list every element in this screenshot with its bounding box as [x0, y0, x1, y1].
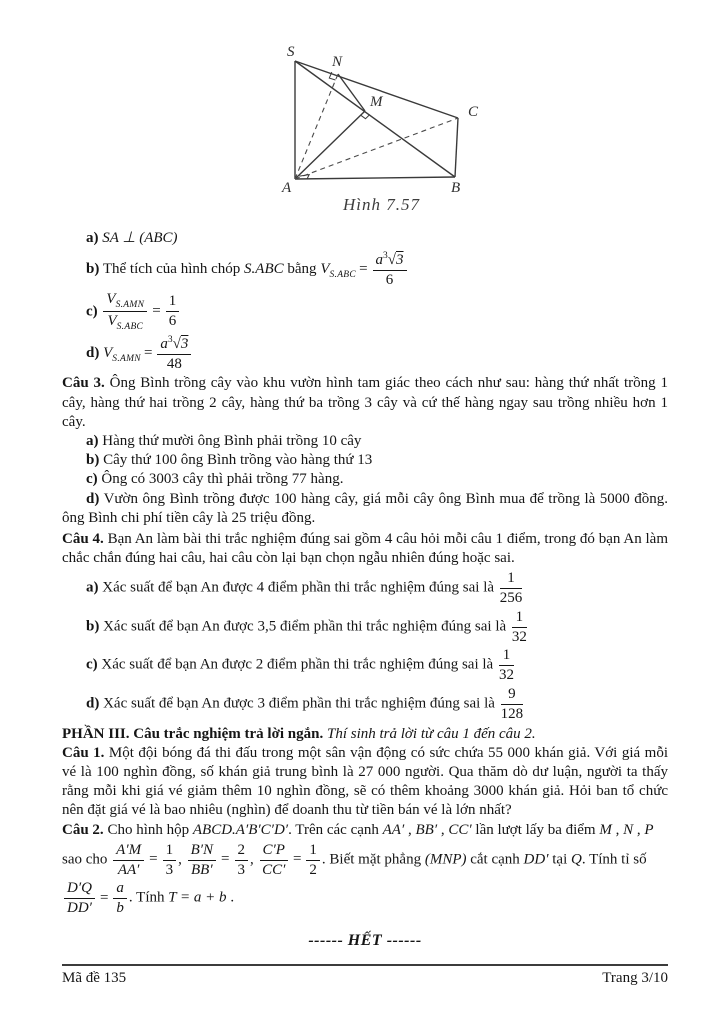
statement-4c-label: c): [86, 657, 98, 674]
statement-3d: [62, 490, 668, 528]
text-run: Cho hình hộp: [103, 821, 193, 838]
section-3-subtitle: Thí sinh trả lời từ câu 1 đến câu 2.: [326, 725, 536, 742]
ratio-am-aa: [113, 842, 144, 879]
statement-3c-text: Ông có 3003 cây thì phải trồng 77 hàng.: [101, 471, 344, 488]
radicand-3: 3: [180, 335, 189, 352]
edge-dd: DD′: [523, 851, 549, 868]
exam-code: Mã đề 135: [62, 970, 127, 986]
exponent-3: 3: [167, 334, 173, 345]
point-m: M: [599, 821, 612, 838]
equals-sign: =: [143, 345, 153, 362]
question-3: [62, 374, 668, 432]
fraction-denominator: DD′: [67, 900, 92, 917]
edge-bb: BB′: [415, 821, 438, 838]
fraction-numerator: B′N: [188, 842, 216, 861]
fraction-numerator: 1: [306, 842, 320, 861]
separator: ,: [437, 821, 449, 838]
fraction-numerator: 2: [235, 842, 249, 861]
equals-sign: =: [292, 851, 302, 868]
fraction-denominator: 3: [237, 861, 245, 878]
probability-fraction: [499, 647, 514, 684]
statement-3a: [62, 432, 668, 451]
statement-2b-text2: bằng: [283, 261, 321, 278]
value-one-third: [163, 842, 177, 879]
separator: ,: [178, 851, 186, 868]
fraction-denominator: BB′: [191, 861, 213, 878]
vertex-label-s: S: [287, 44, 295, 60]
fraction-denominator: 32: [498, 667, 514, 684]
volume-subscript: S.ABC: [329, 270, 357, 281]
volume-symbol: V: [106, 290, 116, 307]
fraction-denominator: b: [116, 900, 124, 917]
fraction-denominator: 48: [166, 355, 182, 372]
statement-3a-label: a): [86, 432, 99, 449]
end-marker: ------ HẾT ------: [308, 931, 422, 949]
question-p3-2-line2: [62, 842, 668, 879]
statement-4a-label: a): [86, 579, 99, 596]
statement-3b-label: b): [86, 452, 100, 469]
fraction-numerator: C′P: [260, 842, 288, 861]
question-4-title: Câu 4.: [62, 530, 104, 547]
question-p3-2-title: Câu 2.: [62, 821, 104, 838]
fraction-numerator: A′M: [113, 842, 144, 861]
page-number: Trang 3/10: [602, 970, 668, 986]
fraction-denominator: AA′: [117, 861, 140, 878]
volume-symbol: V: [320, 261, 330, 278]
statement-4d: [62, 686, 668, 723]
volume-subscript: S.ABC: [116, 322, 144, 333]
expression-t: T = a + b: [168, 890, 227, 907]
fraction-denominator: 2: [309, 861, 317, 878]
box-name: ABCD.A′B′C′D′: [192, 821, 289, 838]
fraction-numerator: 1: [499, 647, 514, 666]
text-run: tại: [548, 851, 571, 868]
fraction-numerator: 1: [163, 842, 177, 861]
separator: ,: [611, 821, 624, 838]
statement-2a-math: SA ⊥ (ABC): [102, 229, 178, 246]
fraction-denominator: 256: [499, 590, 523, 607]
question-3-title: Câu 3.: [62, 375, 105, 392]
ratio-cp-cc: [260, 842, 288, 879]
ratio-bn-bb: [188, 842, 216, 879]
statement-4b-label: b): [86, 618, 100, 635]
statement-2b: [62, 251, 668, 289]
statement-3c: [62, 470, 668, 489]
statement-2d: [62, 335, 668, 373]
statement-3c-label: c): [86, 471, 98, 488]
point-n: N: [623, 821, 634, 838]
fraction-numerator: 1: [166, 293, 180, 312]
vertex-label-c: C: [468, 104, 479, 120]
plane-mnp: (MNP): [424, 851, 467, 868]
question-4: [62, 530, 668, 568]
fraction-denominator: 6: [168, 313, 177, 330]
page-content: [0, 42, 725, 951]
statement-2b-solid-name: S.ABC: [244, 261, 284, 278]
fraction-denominator: 128: [500, 705, 524, 722]
separator: ,: [633, 821, 645, 838]
volume-symbol: V: [103, 345, 113, 362]
statement-3b: [62, 451, 668, 470]
statement-4d-text: Xác suất để bạn An được 3 điểm phần thi trắc nghiệm đúng sai là: [103, 695, 499, 712]
fraction-numerator: 1: [500, 570, 523, 589]
statement-4b: [62, 609, 668, 646]
question-4-text: Bạn An làm bài thi trắc nghiệm đúng sai gồm 4 câu hỏi mỗi câu 1 điểm, trong đó bạn An làm chắc chắn đúng hai câu, hai câu còn lại bạn chọn ngẫu nhiên đúng hoặc sai.: [62, 530, 668, 567]
text-run: . Trên các cạnh: [288, 821, 383, 838]
volume-subscript: S.AMN: [112, 354, 141, 365]
vertex-label-a: A: [282, 180, 292, 194]
statement-2a-label: a): [86, 229, 99, 246]
statement-4d-label: d): [86, 695, 100, 712]
question-p3-1-text: Một đội bóng đá thi đấu trong một sân vận động có sức chứa 55 000 khán giả. Với giá mỗi vé là 100 nghìn đồng, số khán giả trung bình là 27 000 người. Qua thăm dò dư luận, người ta thấy rằng mỗi khi giá vé giảm thêm 10 nghìn đồng, sẽ có thêm khoảng 3000 khán giả. Hỏi ban tổ chức nên đặt giá vé là bao nhiêu (nghìn) để doanh thu từ tiền bán vé là lớn nhất?: [62, 744, 668, 819]
fraction-numerator: 9: [501, 686, 524, 705]
point-q: Q: [571, 851, 582, 868]
statement-3d-text: Vườn ông Bình trồng được 100 hàng cây, giá mỗi cây ông Bình mua để trồng là 5000 đồng. ông Bình chi phí tiền cây là 25 triệu đồng.: [62, 490, 668, 526]
fraction-numerator: 1: [512, 609, 527, 628]
statement-4b-text: Xác suất để bạn An được 3,5 điểm phần thi trắc nghiệm đúng sai là: [103, 618, 510, 635]
var-a: a: [160, 335, 168, 352]
separator: ,: [404, 821, 416, 838]
vertex-label-b: B: [451, 180, 461, 194]
value-a-over-b: [113, 880, 127, 917]
radicand-3: 3: [396, 251, 404, 268]
question-3-text: Ông Bình trồng cây vào khu vườn hình tam giác theo cách như sau: hàng thứ nhất trồng 1 cây, hàng thứ hai trồng 2 cây, hàng thứ ba trồng 3 cây và cứ thế hàng ngay sau trồng nhiều hơn 1 cây.: [62, 375, 668, 430]
probability-fraction: [512, 609, 527, 646]
equals-sign: =: [359, 261, 368, 278]
section-3-title: PHẦN III. Câu trắc nghiệm trả lời ngắn.: [62, 725, 324, 742]
question-p3-1-title: Câu 1.: [62, 744, 105, 761]
text-run: . Tính: [128, 890, 169, 907]
probability-fraction: [501, 686, 524, 723]
question-p3-2-line3: [62, 880, 668, 917]
fraction-numerator: [157, 335, 191, 355]
fraction-numerator: [373, 251, 407, 271]
figure-block: [274, 42, 489, 216]
exponent-3: 3: [383, 250, 388, 261]
volume-symbol: V: [107, 313, 117, 330]
text-run: sao cho: [62, 851, 112, 868]
statement-4c: [62, 647, 668, 684]
right-angle-mark-m: [361, 115, 370, 119]
page-footer: [62, 964, 668, 988]
fraction-numerator: a: [113, 880, 127, 899]
equals-sign: =: [99, 890, 109, 907]
fraction-denominator: 3: [165, 861, 174, 878]
statement-2c-label: c): [86, 303, 98, 320]
probability-fraction: [500, 570, 523, 607]
equals-sign: =: [149, 851, 158, 868]
edge-aa: AA′: [382, 821, 405, 838]
section-3-header: [62, 725, 668, 744]
point-p: P: [644, 821, 654, 838]
value-two-thirds: [235, 842, 249, 879]
var-a: a: [375, 251, 384, 268]
value-one-half: [306, 842, 320, 879]
sqrt-sign: √: [172, 335, 181, 352]
fraction-numerator: [103, 291, 147, 313]
text-run: cắt cạnh: [466, 851, 524, 868]
statement-2d-label: d): [86, 345, 100, 362]
pyramid-figure: [274, 42, 486, 194]
statement-2b-text1: Thể tích của hình chóp: [102, 261, 245, 278]
text-run: . Biết mặt phẳng: [321, 851, 425, 868]
statement-4a-text: Xác suất để bạn An được 4 điểm phần thi trắc nghiệm đúng sai là: [102, 579, 498, 596]
fraction-volume-sabc: [373, 251, 407, 289]
statement-3a-text: Hàng thứ mười ông Bình phải trồng 10 cây: [102, 432, 362, 449]
sqrt-sign: √: [387, 251, 397, 268]
equals-sign: =: [221, 851, 230, 868]
statement-2a: [62, 229, 668, 248]
equals-sign: =: [152, 303, 161, 320]
statement-4c-text: Xác suất để bạn An được 2 điểm phần thi trắc nghiệm đúng sai là: [101, 657, 497, 674]
fraction-denominator: CC′: [262, 861, 286, 878]
fraction-denominator: [103, 312, 147, 333]
statement-2c: [62, 291, 668, 333]
statement-3b-text: Cây thứ 100 ông Bình trồng vào hàng thứ 13: [103, 452, 373, 469]
edge-cc: CC′: [448, 821, 472, 838]
separator: ,: [250, 851, 258, 868]
statement-2b-label: b): [86, 261, 100, 278]
question-p3-1: [62, 744, 668, 821]
fraction-denominator: 6: [385, 271, 394, 288]
vertex-label-n: N: [332, 54, 343, 70]
figure-caption: Hình 7.57: [343, 195, 420, 214]
fraction-denominator: 32: [511, 628, 527, 645]
fraction-numerator: D′Q: [64, 880, 95, 899]
text-run: .: [226, 890, 235, 907]
question-p3-2-line1: [62, 821, 668, 840]
fraction-volume-ratio: [103, 291, 147, 333]
fraction-volume-samn: [157, 335, 191, 373]
fraction-one-sixth: [166, 293, 180, 330]
right-angle-marks: [300, 72, 370, 179]
statement-4a: [62, 570, 668, 607]
text-run: lần lượt lấy ba điểm: [471, 821, 600, 838]
statement-3d-label: d): [86, 490, 100, 507]
ratio-dq-dd: [64, 880, 95, 917]
vertex-label-m: M: [370, 94, 383, 110]
volume-subscript: S.AMN: [115, 299, 145, 310]
text-run: . Tính tỉ số: [581, 851, 647, 868]
